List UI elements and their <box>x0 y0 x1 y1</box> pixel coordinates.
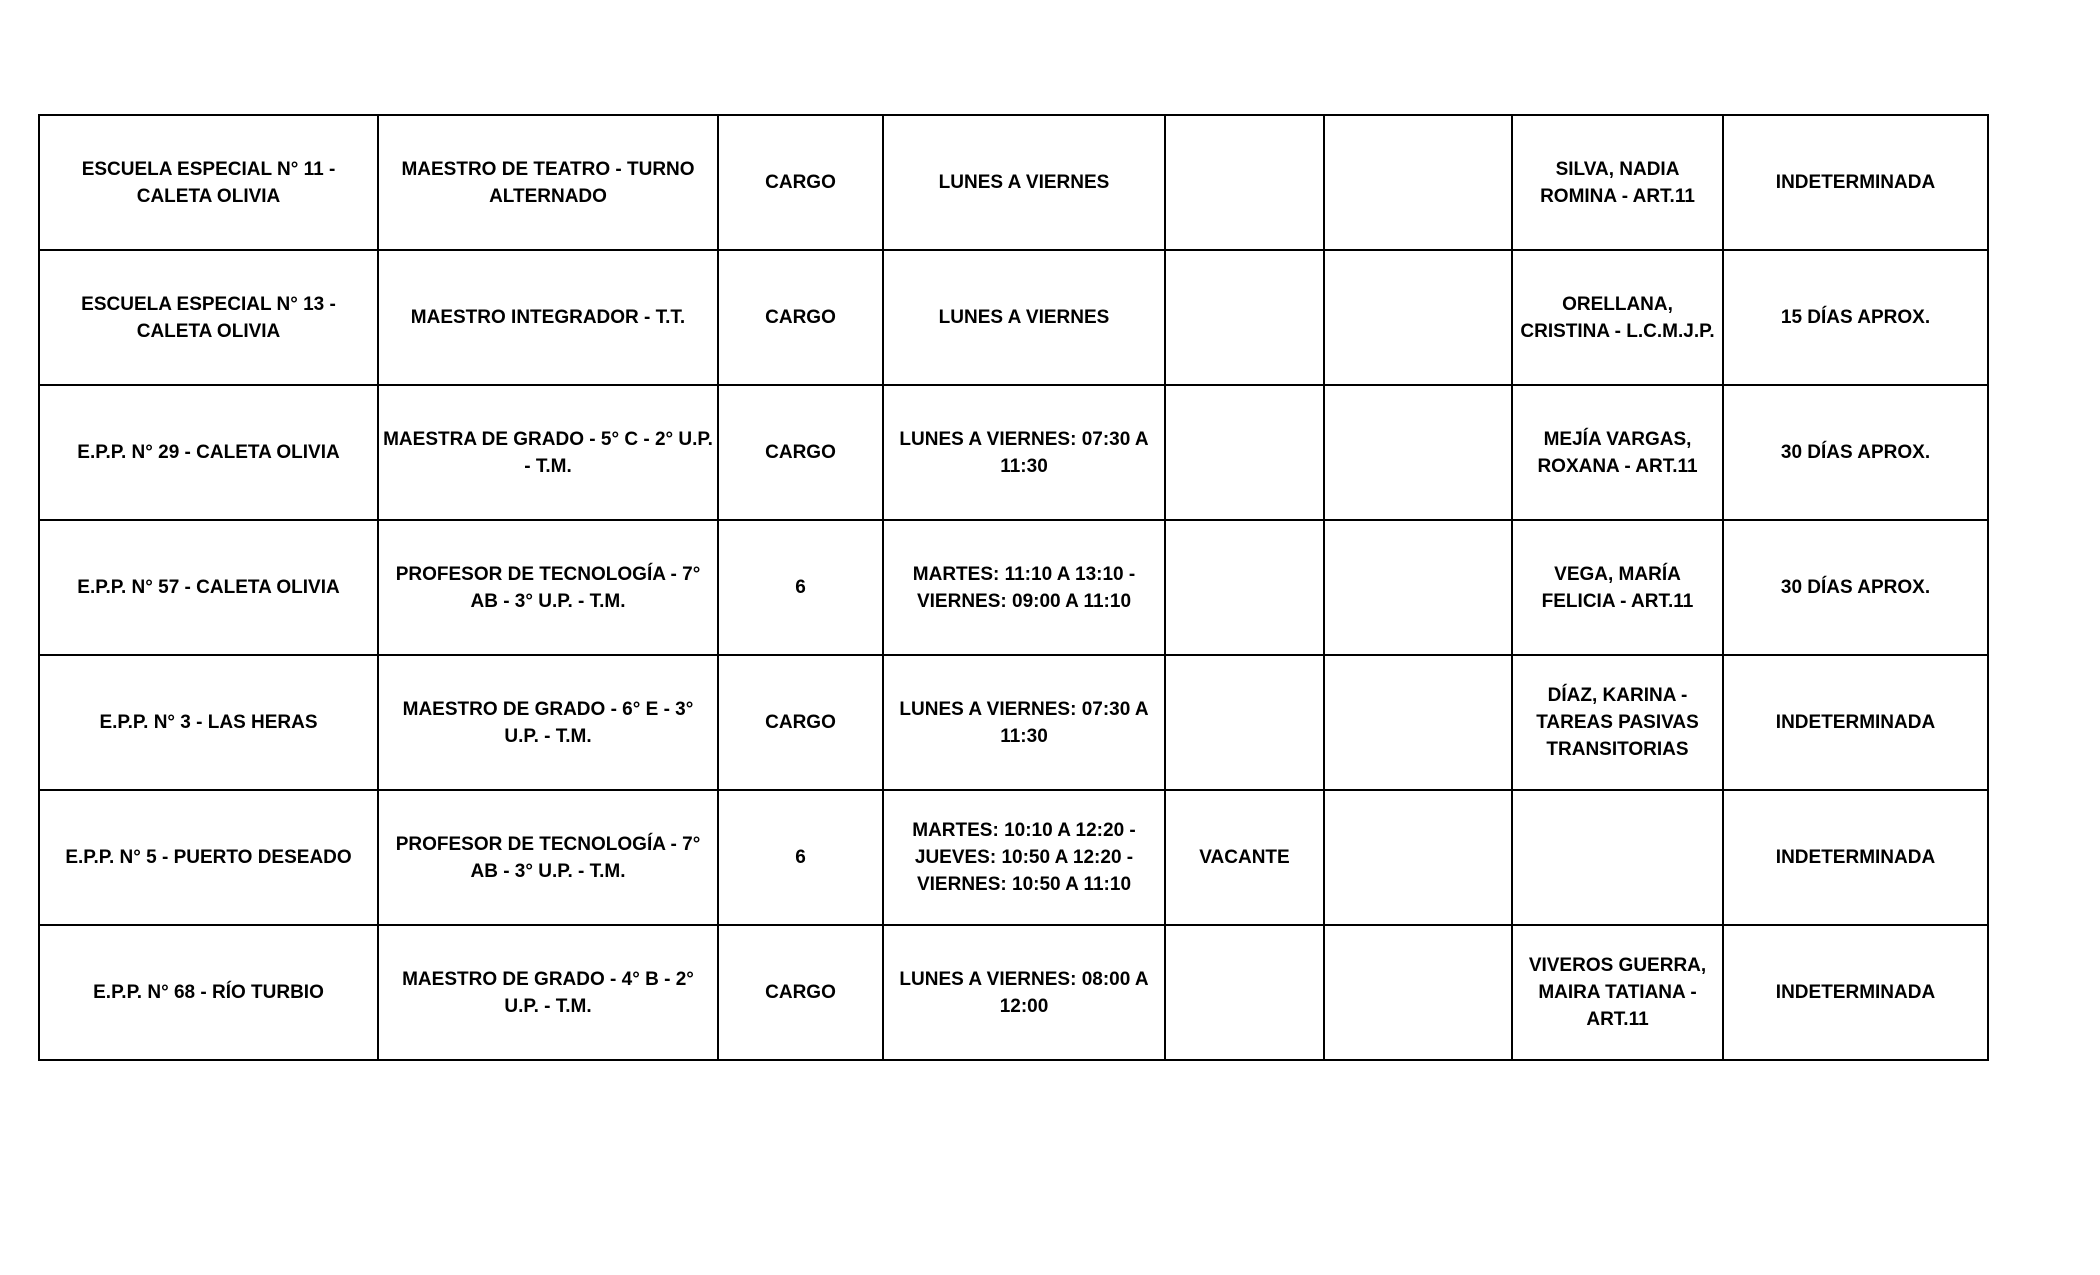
extra-cell <box>1324 925 1512 1060</box>
duration-cell <box>1723 925 1988 1060</box>
extra-cell <box>1324 385 1512 520</box>
schedule-cell <box>883 385 1165 520</box>
school-cell <box>39 115 378 250</box>
type-cell-text: CARGO <box>765 712 836 733</box>
school-cell-text: E.P.P. N° 3 - LAS HERAS <box>99 712 318 733</box>
duration-cell <box>1723 790 1988 925</box>
duration-cell-text: 30 DÍAS APROX. <box>1780 577 1931 598</box>
holder-cell-text: DÍAZ, KARINA - TAREAS PASIVAS TRANSITORIAS <box>1536 685 1699 760</box>
duration-cell <box>1723 115 1988 250</box>
position-cell <box>378 250 718 385</box>
holder-cell <box>1512 250 1723 385</box>
holder-cell-text: SILVA, NADIA ROMINA - ART.11 <box>1540 158 1695 207</box>
holder-cell <box>1512 520 1723 655</box>
table-row <box>39 655 1988 790</box>
school-cell <box>39 655 378 790</box>
type-cell <box>718 385 883 520</box>
duration-cell-text: INDETERMINADA <box>1775 172 1936 193</box>
holder-cell-text: ORELLANA, CRISTINA - L.C.M.J.P. <box>1520 293 1715 342</box>
schedule-cell <box>883 925 1165 1060</box>
schedule-cell <box>883 115 1165 250</box>
position-cell <box>378 520 718 655</box>
schedule-cell <box>883 790 1165 925</box>
school-cell-text: E.P.P. N° 68 - RÍO TURBIO <box>93 982 324 1003</box>
duration-cell <box>1723 520 1988 655</box>
status-cell <box>1165 655 1324 790</box>
status-cell-text: VACANTE <box>1199 847 1290 868</box>
position-cell-text: PROFESOR DE TECNOLOGÍA - 7° AB - 3° U.P. - T.M. <box>395 563 701 612</box>
status-cell <box>1165 115 1324 250</box>
schedule-cell <box>883 520 1165 655</box>
position-cell <box>378 655 718 790</box>
school-cell <box>39 520 378 655</box>
schedule-cell-text: MARTES: 10:10 A 12:20 - JUEVES: 10:50 A 12:20 - VIERNES: 10:50 A 11:10 <box>912 820 1136 895</box>
schedule-cell <box>883 250 1165 385</box>
extra-cell <box>1324 520 1512 655</box>
type-cell-text: CARGO <box>765 442 836 463</box>
school-cell <box>39 250 378 385</box>
status-cell <box>1165 385 1324 520</box>
position-cell-text: MAESTRO INTEGRADOR - T.T. <box>410 307 686 328</box>
type-cell <box>718 115 883 250</box>
school-cell <box>39 385 378 520</box>
extra-cell <box>1324 790 1512 925</box>
position-cell-text: PROFESOR DE TECNOLOGÍA - 7° AB - 3° U.P. - T.M. <box>395 833 701 882</box>
position-cell-text: MAESTRO DE GRADO - 6° E - 3° U.P. - T.M. <box>402 698 694 747</box>
duration-cell-text: INDETERMINADA <box>1775 712 1936 733</box>
duration-cell <box>1723 385 1988 520</box>
type-cell-text: 6 <box>795 577 806 598</box>
extra-cell <box>1324 250 1512 385</box>
school-cell-text: E.P.P. N° 57 - CALETA OLIVIA <box>77 577 340 598</box>
holder-cell <box>1512 925 1723 1060</box>
position-cell-text: MAESTRA DE GRADO - 5° C - 2° U.P. - T.M. <box>383 428 713 477</box>
table-body <box>39 115 1988 1060</box>
duration-cell <box>1723 655 1988 790</box>
holder-cell-text: VEGA, MARÍA FELICIA - ART.11 <box>1541 563 1694 612</box>
holder-cell-text: MEJÍA VARGAS, ROXANA - ART.11 <box>1537 428 1698 477</box>
position-cell-text: MAESTRO DE GRADO - 4° B - 2° U.P. - T.M. <box>402 968 694 1017</box>
schedule-cell-text: LUNES A VIERNES: 07:30 A 11:30 <box>899 698 1149 747</box>
position-cell <box>378 925 718 1060</box>
table-row <box>39 520 1988 655</box>
schedule-cell-text: LUNES A VIERNES <box>938 172 1110 193</box>
school-cell-text: E.P.P. N° 29 - CALETA OLIVIA <box>77 442 340 463</box>
holder-cell-text: VIVEROS GUERRA, MAIRA TATIANA - ART.11 <box>1528 955 1707 1030</box>
school-cell-text: ESCUELA ESPECIAL N° 11 - CALETA OLIVIA <box>81 158 336 207</box>
type-cell-text: CARGO <box>765 172 836 193</box>
status-cell <box>1165 790 1324 925</box>
position-cell-text: MAESTRO DE TEATRO - TURNO ALTERNADO <box>401 158 695 207</box>
schedule-cell-text: MARTES: 11:10 A 13:10 - VIERNES: 09:00 A 11:10 <box>912 563 1136 612</box>
status-cell <box>1165 520 1324 655</box>
school-cell-text: ESCUELA ESPECIAL N° 13 - CALETA OLIVIA <box>81 293 336 342</box>
type-cell <box>718 655 883 790</box>
type-cell-text: CARGO <box>765 982 836 1003</box>
table-row <box>39 790 1988 925</box>
duration-cell <box>1723 250 1988 385</box>
table-row <box>39 115 1988 250</box>
table-row <box>39 385 1988 520</box>
status-cell <box>1165 250 1324 385</box>
table-row <box>39 250 1988 385</box>
school-cell <box>39 925 378 1060</box>
type-cell-text: CARGO <box>765 307 836 328</box>
type-cell <box>718 250 883 385</box>
schedule-cell-text: LUNES A VIERNES: 07:30 A 11:30 <box>899 428 1149 477</box>
type-cell-text: 6 <box>795 847 806 868</box>
duration-cell-text: INDETERMINADA <box>1775 847 1936 868</box>
vacancies-table <box>38 114 1989 1061</box>
extra-cell <box>1324 655 1512 790</box>
schedule-cell-text: LUNES A VIERNES: 08:00 A 12:00 <box>899 968 1149 1017</box>
position-cell <box>378 790 718 925</box>
holder-cell <box>1512 790 1723 925</box>
duration-cell-text: 30 DÍAS APROX. <box>1780 442 1931 463</box>
type-cell <box>718 790 883 925</box>
status-cell <box>1165 925 1324 1060</box>
holder-cell <box>1512 655 1723 790</box>
school-cell <box>39 790 378 925</box>
position-cell <box>378 115 718 250</box>
extra-cell <box>1324 115 1512 250</box>
schedule-cell-text: LUNES A VIERNES <box>938 307 1110 328</box>
duration-cell-text: INDETERMINADA <box>1775 982 1936 1003</box>
holder-cell <box>1512 115 1723 250</box>
type-cell <box>718 520 883 655</box>
schedule-cell <box>883 655 1165 790</box>
school-cell-text: E.P.P. N° 5 - PUERTO DESEADO <box>65 847 352 868</box>
holder-cell <box>1512 385 1723 520</box>
duration-cell-text: 15 DÍAS APROX. <box>1780 307 1931 328</box>
table-row <box>39 925 1988 1060</box>
type-cell <box>718 925 883 1060</box>
position-cell <box>378 385 718 520</box>
